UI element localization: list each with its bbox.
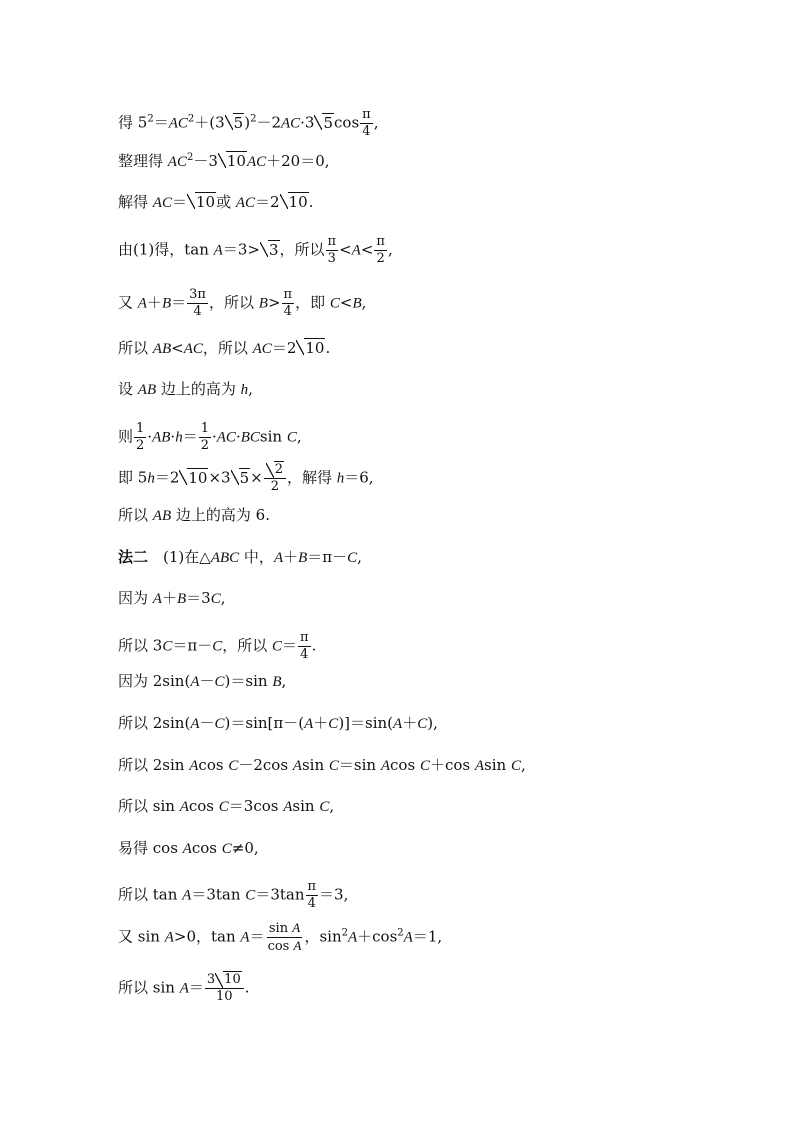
text: cos xyxy=(334,113,360,132)
sqrt xyxy=(179,469,208,487)
fraction xyxy=(374,234,387,267)
fraction xyxy=(360,107,373,140)
math-line-1 xyxy=(118,107,378,140)
text: ＝ xyxy=(282,636,298,655)
text: 所以 xyxy=(118,506,153,524)
text: 3π xyxy=(189,287,206,302)
text: h xyxy=(336,470,345,487)
text: · xyxy=(147,427,153,446)
math-line-12 xyxy=(118,589,225,608)
text: 所以 tan xyxy=(118,885,183,904)
text: A xyxy=(304,716,314,732)
text: π xyxy=(283,287,293,302)
text: ＋ xyxy=(146,293,162,312)
math-line-20 xyxy=(118,920,442,955)
text: 1 xyxy=(136,421,145,436)
text: A xyxy=(213,242,223,259)
text: B xyxy=(161,295,172,312)
text: －3 xyxy=(193,152,218,170)
text: π xyxy=(307,879,317,894)
text: ，所以 xyxy=(208,293,259,312)
text: C xyxy=(212,638,223,655)
text: AB xyxy=(137,382,157,398)
text: A xyxy=(164,929,174,946)
text: C xyxy=(271,638,282,655)
text: AC xyxy=(246,154,267,170)
math-line-16 xyxy=(118,756,526,775)
text: ＝2 xyxy=(271,339,297,357)
text: ＝π－ xyxy=(172,636,213,655)
text: )＝sin[π－( xyxy=(224,714,305,732)
text: ＝3> xyxy=(222,240,260,259)
text: 边上的高为 xyxy=(156,380,241,398)
text: · xyxy=(211,427,217,446)
method-heading: 法二 xyxy=(118,548,149,566)
text: 2 xyxy=(147,113,154,125)
text: sin xyxy=(484,756,511,774)
math-line-11 xyxy=(118,548,362,567)
text: ，解得 xyxy=(286,468,337,487)
text: － xyxy=(199,714,215,732)
text: AC xyxy=(280,115,301,132)
text: 2 xyxy=(200,438,209,453)
text: . xyxy=(325,339,331,357)
text: ABC xyxy=(210,550,240,566)
text: AB xyxy=(152,508,172,524)
text: ＋cos xyxy=(429,756,475,774)
text: 4 xyxy=(193,304,202,319)
text: sin xyxy=(268,921,293,936)
text: 因为 2sin( xyxy=(118,672,191,690)
text: 因为 xyxy=(118,589,153,607)
text: × xyxy=(250,468,263,487)
text: 2 xyxy=(186,152,194,163)
text: 整理得 xyxy=(118,152,168,170)
text: －2 xyxy=(256,113,281,132)
text: 2 xyxy=(274,462,283,477)
text: A xyxy=(179,980,189,997)
text: 10 xyxy=(288,193,308,211)
text: C xyxy=(214,716,225,732)
text: ，所以 xyxy=(222,636,272,655)
text: A xyxy=(347,929,358,946)
text: A xyxy=(380,758,391,774)
text: B xyxy=(298,550,308,566)
text: B xyxy=(258,295,268,312)
text: ＝ xyxy=(153,113,169,132)
sqrt xyxy=(260,241,280,259)
text: ＝2 xyxy=(255,193,280,211)
text: ·3 xyxy=(300,113,315,132)
math-line-9 xyxy=(118,462,374,495)
text: 2 xyxy=(397,927,404,939)
sqrt xyxy=(218,152,247,170)
text: C xyxy=(228,758,239,774)
text: AC xyxy=(252,341,272,357)
fraction-denominator xyxy=(266,938,304,955)
text: AC xyxy=(168,115,188,132)
text: 2 xyxy=(250,113,257,125)
text: )]＝sin( xyxy=(338,714,394,732)
text: cos xyxy=(188,797,219,815)
text: ) xyxy=(244,113,251,132)
math-line-4 xyxy=(118,234,393,267)
text: . xyxy=(308,193,314,211)
text: ＝ xyxy=(188,978,204,997)
fraction xyxy=(199,421,211,454)
text: A xyxy=(351,242,361,259)
fraction xyxy=(187,287,208,320)
text: )＝sin xyxy=(224,672,273,690)
math-line-6 xyxy=(118,339,330,358)
fraction xyxy=(282,287,295,320)
text: 2 xyxy=(376,251,385,266)
text: ×3 xyxy=(208,468,231,487)
text: A xyxy=(273,550,284,566)
text: ＋cos xyxy=(357,927,398,946)
text: 10 xyxy=(188,468,208,487)
math-line-13 xyxy=(118,630,316,663)
text: 3 xyxy=(327,251,336,266)
text: ＝3cos xyxy=(228,797,284,815)
fraction xyxy=(298,630,311,663)
math-line-18 xyxy=(118,839,259,858)
text: , xyxy=(373,113,379,132)
text: A xyxy=(403,929,413,946)
text: ，sin xyxy=(304,927,342,946)
fraction xyxy=(205,972,244,1005)
sqrt xyxy=(187,193,216,211)
text: ＝2 xyxy=(154,468,180,487)
text: AC xyxy=(235,195,256,211)
text: 即 5 xyxy=(118,468,148,487)
text: ，即 xyxy=(295,293,330,312)
text: AB xyxy=(152,429,171,446)
fraction-numerator xyxy=(205,972,244,989)
text: , xyxy=(220,589,226,607)
fraction xyxy=(326,234,339,267)
fraction xyxy=(266,920,304,955)
text: 设 xyxy=(118,380,138,398)
text: C xyxy=(417,716,428,732)
text: sin xyxy=(292,797,320,815)
text: B xyxy=(176,591,187,607)
text: (1)在△ xyxy=(148,548,211,566)
math-line-17 xyxy=(118,797,334,816)
text: ＋20＝0, xyxy=(266,152,330,170)
text: 解得 xyxy=(118,193,153,211)
text: A xyxy=(393,716,403,732)
text: C xyxy=(347,550,358,566)
text: A xyxy=(190,716,200,732)
math-line-21 xyxy=(118,972,250,1005)
text: 2 xyxy=(136,438,145,453)
text: ＋ xyxy=(402,714,418,732)
text: ＝ xyxy=(171,193,187,211)
text: AC xyxy=(216,429,236,446)
text: 10 xyxy=(195,193,216,211)
math-line-14 xyxy=(118,672,286,691)
text: C xyxy=(221,841,232,857)
text: , xyxy=(329,797,335,815)
text: , xyxy=(248,380,253,398)
math-line-5 xyxy=(118,287,366,320)
text: 又 xyxy=(118,293,138,312)
text: C xyxy=(419,758,430,774)
text: 得 5 xyxy=(118,113,148,132)
text: C xyxy=(218,799,229,815)
text: 所以 2sin xyxy=(118,756,190,774)
text: h xyxy=(147,470,155,487)
text: AC xyxy=(167,154,187,170)
text: cos xyxy=(390,756,420,774)
text: h xyxy=(175,429,183,446)
fraction xyxy=(264,462,286,495)
text: π xyxy=(362,107,371,122)
text: 边上的高为 6. xyxy=(171,506,270,524)
text: B xyxy=(352,295,362,312)
text: ＝3tan xyxy=(255,885,305,904)
text: > xyxy=(267,293,281,312)
text: ＝sin xyxy=(338,756,381,774)
text: < xyxy=(171,339,184,357)
text: 4 xyxy=(362,124,371,139)
text: 2 xyxy=(270,479,279,494)
math-line-2 xyxy=(118,152,330,171)
text: A xyxy=(283,799,293,815)
text: sin xyxy=(301,756,329,774)
text: AC xyxy=(152,195,172,211)
text: 则 xyxy=(118,427,134,446)
text: < xyxy=(360,240,374,259)
text: ＋ xyxy=(313,714,329,732)
text: 2 xyxy=(341,927,348,939)
text: －2cos xyxy=(238,756,293,774)
text: ＝3tan xyxy=(191,885,246,904)
text: ＝1, xyxy=(412,927,443,946)
text: C xyxy=(286,429,297,446)
text: π xyxy=(327,234,337,249)
text: C xyxy=(329,295,340,312)
text: , xyxy=(296,427,302,446)
text: 或 xyxy=(216,193,236,211)
text: C xyxy=(210,591,221,607)
text: C xyxy=(245,887,256,904)
text: ≠0, xyxy=(231,839,259,857)
text: 又 sin xyxy=(118,927,165,946)
fraction-numerator xyxy=(267,920,302,938)
text: ，所以 xyxy=(202,339,253,357)
text: A xyxy=(292,758,302,774)
text: AC xyxy=(183,341,203,357)
text: ＝π－ xyxy=(307,548,348,566)
text: A xyxy=(189,758,199,774)
sqrt xyxy=(314,114,334,132)
math-line-15 xyxy=(118,714,438,733)
text: h xyxy=(240,382,249,398)
text: 2 xyxy=(187,113,195,125)
text: · xyxy=(170,427,176,446)
text: < xyxy=(339,293,353,312)
text: ＋ xyxy=(283,548,299,566)
text: 1 xyxy=(200,421,209,436)
fraction xyxy=(134,421,146,454)
text: A xyxy=(137,295,147,312)
text: . xyxy=(311,636,317,655)
text: C xyxy=(328,716,339,732)
text: sin xyxy=(259,427,287,446)
text: 4 xyxy=(300,647,309,662)
text: A xyxy=(182,841,192,857)
text: , xyxy=(357,548,362,566)
text: A xyxy=(190,674,200,690)
text: AB xyxy=(152,341,172,357)
text: 所以 3 xyxy=(118,636,163,655)
sqrt xyxy=(296,339,325,357)
sqrt xyxy=(264,462,286,479)
text: π xyxy=(376,234,385,249)
text: < xyxy=(339,240,352,259)
text: 所以 xyxy=(118,339,153,357)
text: ＝ xyxy=(249,927,265,946)
text: 3 xyxy=(268,240,279,259)
text: A xyxy=(182,887,192,904)
text: ＝ xyxy=(171,293,187,312)
text: A xyxy=(293,938,302,953)
text: 由(1)得，tan xyxy=(118,240,214,259)
text: , xyxy=(387,240,393,259)
text: . xyxy=(244,978,250,997)
text: , xyxy=(361,293,367,312)
text: ＝3 xyxy=(186,589,211,607)
text: 10 xyxy=(224,972,241,987)
math-line-19 xyxy=(118,879,348,912)
text: ，所以 xyxy=(279,240,325,259)
text: 3 xyxy=(206,972,216,987)
text: 5 xyxy=(233,113,244,132)
sqrt xyxy=(231,469,251,487)
sqrt xyxy=(215,972,242,988)
text: · xyxy=(235,427,241,446)
text: cos xyxy=(267,939,294,954)
sqrt xyxy=(280,193,309,211)
text: C xyxy=(510,758,521,774)
text: ＋(3 xyxy=(194,113,225,132)
sqrt xyxy=(225,114,245,132)
text: cos xyxy=(198,756,229,774)
text: C xyxy=(328,758,339,774)
text: A xyxy=(240,929,250,946)
text: 4 xyxy=(307,896,316,911)
text: 所以 2sin( xyxy=(118,714,191,732)
text: B xyxy=(272,674,282,690)
text: C xyxy=(319,799,330,815)
text: ＝6, xyxy=(344,468,374,487)
text: , xyxy=(281,672,287,690)
text: 4 xyxy=(283,304,292,319)
text: 5 xyxy=(239,468,250,487)
text: A xyxy=(152,591,162,607)
text: 10 xyxy=(216,989,233,1004)
text: C xyxy=(162,638,173,655)
text: C xyxy=(214,674,225,690)
text: 所以 sin xyxy=(118,978,180,997)
text: 中， xyxy=(239,548,274,566)
text: A xyxy=(292,920,301,935)
text: BC xyxy=(240,429,260,446)
text: 10 xyxy=(226,152,246,170)
text: π xyxy=(300,630,309,645)
text: 10 xyxy=(305,339,325,357)
text: A xyxy=(474,758,485,774)
fraction xyxy=(306,879,319,912)
math-line-10 xyxy=(118,506,270,525)
math-line-7 xyxy=(118,380,253,399)
text: >0，tan xyxy=(173,927,241,946)
text: 所以 sin xyxy=(118,797,180,815)
text: ), xyxy=(427,714,438,732)
text: ＋ xyxy=(161,589,177,607)
text: ＝ xyxy=(182,427,198,446)
text: cos xyxy=(191,839,222,857)
text: A xyxy=(179,799,189,815)
text: 5 xyxy=(323,113,334,132)
text: 易得 cos xyxy=(118,839,183,857)
text: ＝3, xyxy=(319,885,349,904)
text: , xyxy=(520,756,526,774)
math-line-3 xyxy=(118,193,313,212)
math-line-8 xyxy=(118,421,302,454)
text: － xyxy=(199,672,215,690)
